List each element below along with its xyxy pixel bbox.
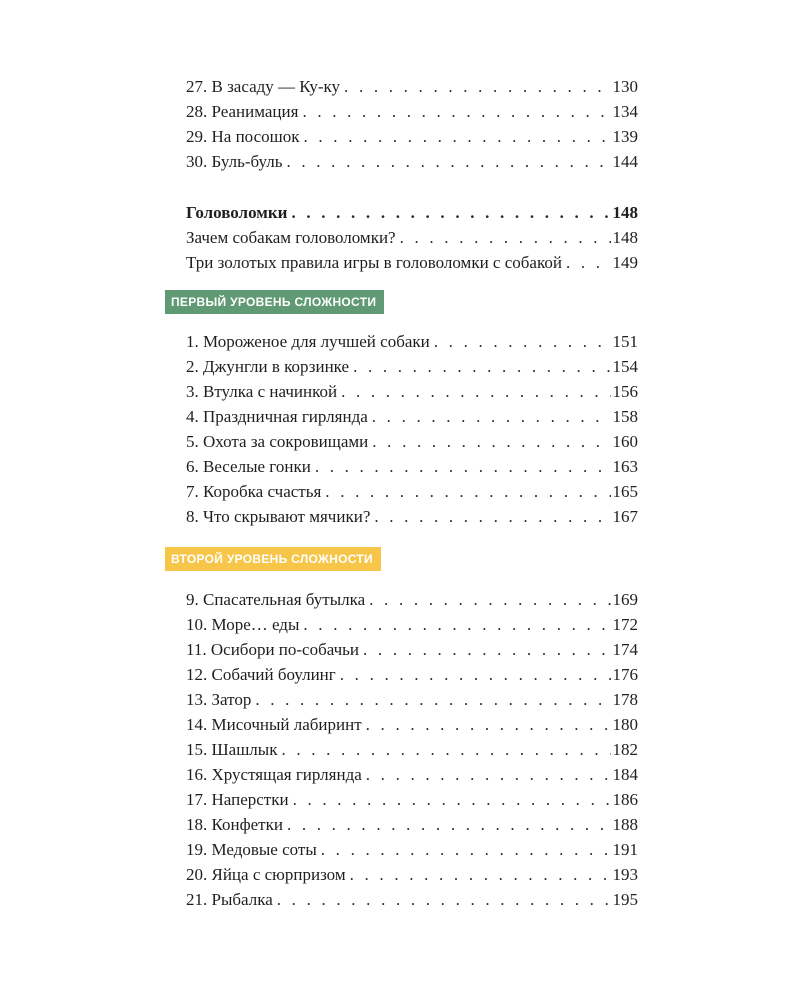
dot-leader [340, 662, 611, 687]
entry-title: 4. Праздничная гирлянда [186, 407, 368, 426]
entry-page: 180 [612, 715, 638, 734]
dot-leader [372, 404, 611, 429]
toc-entry[interactable] [186, 662, 638, 687]
entry-page: 156 [612, 382, 638, 401]
dot-leader [363, 637, 610, 662]
entry-title: 3. Втулка с начинкой [186, 382, 338, 401]
dot-leader [287, 812, 611, 837]
toc-entry[interactable] [186, 587, 638, 612]
entry-title: 18. Конфетки [186, 815, 283, 834]
entry-title: 9. Спасательная бутылка [186, 590, 366, 609]
toc-entry[interactable] [186, 837, 638, 862]
entry-page: 172 [612, 615, 638, 634]
entry-title: 17. Наперстки [186, 790, 289, 809]
entry-title: 13. Затор [186, 690, 252, 709]
entry-page: 167 [612, 507, 638, 526]
dot-leader [372, 429, 610, 454]
toc-entry[interactable] [186, 454, 638, 479]
toc-entry[interactable] [186, 637, 638, 662]
dot-leader [341, 379, 610, 404]
entry-page: 195 [612, 890, 638, 909]
entry-page: 139 [612, 127, 638, 146]
entry-title: 7. Коробка счастья [186, 482, 322, 501]
entry-page: 184 [612, 765, 638, 784]
entry-title: 19. Медовые соты [186, 840, 317, 859]
dot-leader [291, 200, 610, 225]
toc-level2-list [186, 587, 638, 912]
toc-entry[interactable] [186, 812, 638, 837]
dot-leader [304, 124, 611, 149]
entry-page: 148 [612, 228, 638, 247]
toc-entry[interactable] [186, 124, 638, 149]
entry-page: 134 [612, 102, 638, 121]
toc-entry[interactable] [186, 99, 638, 124]
entry-page: 176 [612, 665, 638, 684]
entry-page: 160 [612, 432, 638, 451]
entry-page: 182 [612, 740, 638, 759]
dot-leader [434, 329, 611, 354]
entry-title: Три золотых правила игры в головоломки с собакой [186, 253, 562, 272]
toc-top-list [186, 74, 638, 174]
dot-leader [303, 612, 610, 637]
entry-page: 144 [612, 152, 638, 171]
entry-page: 174 [612, 640, 638, 659]
toc-entry[interactable] [186, 250, 638, 275]
toc-entry[interactable] [186, 379, 638, 404]
entry-title: 29. На посошок [186, 127, 300, 146]
entry-title: 14. Мисочный лабиринт [186, 715, 362, 734]
entry-page: 186 [612, 790, 638, 809]
entry-title: 6. Веселые гонки [186, 457, 311, 476]
toc-level1-list [186, 329, 638, 529]
entry-title: 28. Реанимация [186, 102, 299, 121]
entry-title: 8. Что скрывают мячики? [186, 507, 371, 526]
dot-leader [277, 887, 611, 912]
toc-entry[interactable] [186, 612, 638, 637]
dot-leader [566, 250, 611, 275]
dot-leader [366, 712, 611, 737]
toc-entry[interactable] [186, 429, 638, 454]
toc-entry[interactable] [186, 329, 638, 354]
dot-leader [255, 687, 610, 712]
toc-entry[interactable] [186, 862, 638, 887]
entry-page: 149 [612, 253, 638, 272]
entry-title: 15. Шашлык [186, 740, 278, 759]
entry-title: Зачем собакам головоломки? [186, 228, 396, 247]
entry-page: 188 [612, 815, 638, 834]
entry-title: 30. Буль-буль [186, 152, 283, 171]
entry-page: 178 [612, 690, 638, 709]
toc-entry[interactable] [186, 887, 638, 912]
toc-entry[interactable] [186, 737, 638, 762]
dot-leader [325, 479, 610, 504]
dot-leader [315, 454, 611, 479]
entry-page: 163 [612, 457, 638, 476]
toc-entry[interactable] [186, 787, 638, 812]
entry-title: 1. Мороженое для лучшей собаки [186, 332, 430, 351]
toc-entry[interactable] [186, 687, 638, 712]
dot-leader [302, 99, 610, 124]
dot-leader [293, 787, 611, 812]
dot-leader [374, 504, 610, 529]
entry-page: 169 [612, 590, 638, 609]
level2-label: ВТОРОЙ УРОВЕНЬ СЛОЖНОСТИ [165, 547, 381, 571]
entry-page: 165 [612, 482, 638, 501]
entry-title: 12. Собачий боулинг [186, 665, 336, 684]
section-heading-page: 148 [612, 203, 638, 222]
toc-entry[interactable] [186, 762, 638, 787]
toc-entry[interactable] [186, 479, 638, 504]
toc-entry[interactable] [186, 74, 638, 99]
section-heading-title: Головоломки [186, 203, 288, 222]
dot-leader [321, 837, 611, 862]
level1-label: ПЕРВЫЙ УРОВЕНЬ СЛОЖНОСТИ [165, 290, 384, 314]
entry-page: 154 [612, 357, 638, 376]
dot-leader [350, 862, 611, 887]
dot-leader [366, 762, 611, 787]
entry-page: 191 [612, 840, 638, 859]
toc-entry[interactable] [186, 354, 638, 379]
entry-page: 130 [612, 77, 638, 96]
toc-entry[interactable] [186, 504, 638, 529]
dot-leader [369, 587, 610, 612]
entry-title: 2. Джунгли в корзинке [186, 357, 350, 376]
toc-entry[interactable] [186, 225, 638, 250]
entry-page: 193 [612, 865, 638, 884]
entry-page: 158 [612, 407, 638, 426]
dot-leader [400, 225, 611, 250]
entry-title: 10. Море… еды [186, 615, 300, 634]
dot-leader [344, 74, 610, 99]
toc-puzzles-section [186, 200, 638, 275]
entry-title: 16. Хрустящая гирлянда [186, 765, 362, 784]
dot-leader [353, 354, 610, 379]
section-heading[interactable] [186, 200, 638, 225]
entry-title: 21. Рыбалка [186, 890, 273, 909]
entry-title: 11. Осибори по-собачьи [186, 640, 360, 659]
entry-title: 27. В засаду — Ку-ку [186, 77, 341, 96]
dot-leader [286, 149, 610, 174]
toc-entry[interactable] [186, 404, 638, 429]
toc-entry[interactable] [186, 149, 638, 174]
toc-entry[interactable] [186, 712, 638, 737]
entry-title: 5. Охота за сокровищами [186, 432, 369, 451]
entry-title: 20. Яйца с сюрпризом [186, 865, 346, 884]
dot-leader [281, 737, 610, 762]
entry-page: 151 [612, 332, 638, 351]
